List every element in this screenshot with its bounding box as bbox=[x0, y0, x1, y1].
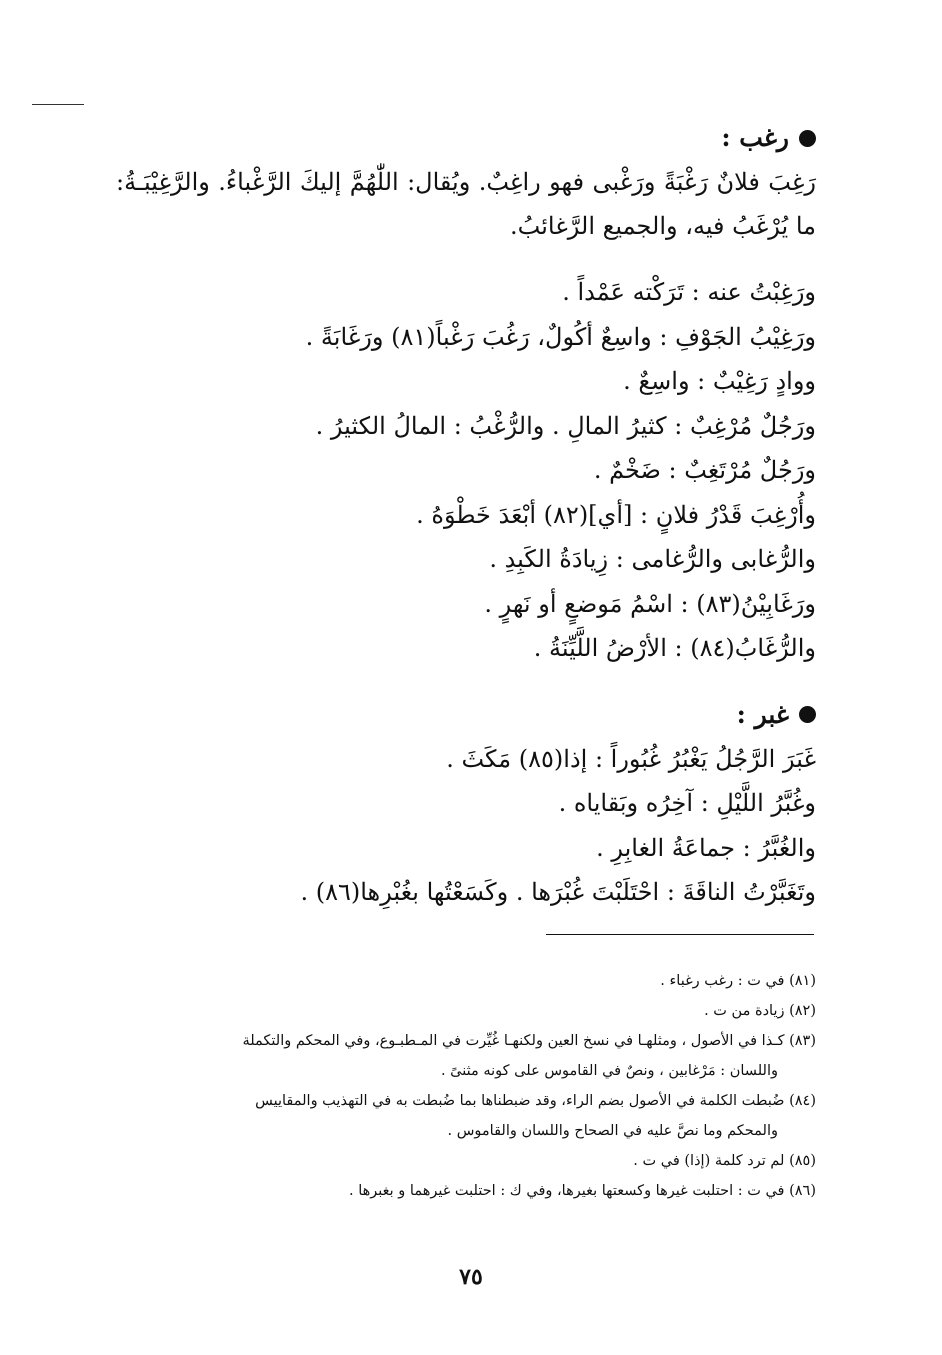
entry-ragib bbox=[116, 116, 816, 671]
footnote: (٨٣) كـذا في الأصول ، ومثلهـا في نسخ العين ولكنهـا غُيِّرت في المـطبـوع، وفي المحكم والتكملة bbox=[242, 1033, 816, 1049]
entry-line: ورَغِبْتُ عنه : تَرَكْته عَمْداً . bbox=[562, 278, 816, 306]
footnote-divider bbox=[546, 934, 814, 935]
footnote: (٨١) في ت : رغب رغباء . bbox=[660, 973, 816, 989]
bullet-icon bbox=[799, 706, 816, 723]
footnote: (٨٥) لم ترد كلمة (إذا) في ت . bbox=[633, 1153, 816, 1169]
entry-headword bbox=[116, 116, 816, 160]
entry-line: وتَغَبَّرْتُ الناقَةَ : احْتَلَبْتَ غُبْرَها . وكَسَعْتُها بغُبْرِها(٨٦) . bbox=[300, 878, 816, 906]
entry-line: ووادٍ رَغِيْبٌ : واسِعٌ . bbox=[623, 367, 816, 395]
entry-line: وأُرْغِبَ قَدْرُ فلانٍ : [أي](٨٢) أبْعَدَ خَطْوَهُ . bbox=[416, 500, 816, 529]
footnotes bbox=[96, 966, 816, 1206]
entry-line: ورَغَابِيْنُ(٨٣) : اسْمُ مَوضعٍ أو نَهرٍ . bbox=[484, 589, 816, 618]
entry-line: ورَغِيْبُ الجَوْفِ : واسِعٌ أكُولٌ، رَغُبَ رَغْباً(٨١) ورَغَابَةً . bbox=[305, 322, 816, 351]
footnote-continuation: والمحكم وما نصَّ عليه في الصحاح واللسان والقاموس . bbox=[447, 1123, 778, 1139]
entry-line: والغُبَّرُ : جماعَةُ الغابِرِ . bbox=[596, 833, 816, 862]
entry-line: والرُّغَابُ(٨٤) : الأرْضُ اللَّيِّنَةُ . bbox=[533, 634, 816, 662]
entry-paragraph: رَغِبَ فلانٌ رَغْبَةً ورَغْبى فهو راغِبٌ. ويُقال: اللّٰهُمَّ إليكَ الرَّغْباءُ. والرَّغِيْبَـةُ: ما يُرْغَبُ فيه، والجميع الرَّغائبُ. bbox=[116, 168, 816, 240]
headword-text: رغب : bbox=[721, 123, 789, 152]
headword-text: غبر : bbox=[736, 699, 789, 729]
footnote: (٨٦) في ت : احتلبت غيرها وكسعتها بغيرها، وفي ك : احتلبت غيرهما و بغبرها . bbox=[349, 1183, 816, 1199]
entry-line: ورَجُلٌ مُرْغِبٌ : كثيرُ المالِ . والرُّغْبُ : المالُ الكثيرُ . bbox=[315, 411, 816, 440]
footnote: (٨٢) زيادة من ت . bbox=[704, 1003, 816, 1019]
footnote: (٨٤) ضُبطت الكلمة في الأصول بضم الراء، وقد ضبطناها بما ضُبطت به في التهذيب والمقاييس bbox=[255, 1093, 816, 1109]
footnote-continuation: واللسان : مَرْغابين ، ونصٌ في القاموس على كونه مثنىً . bbox=[440, 1063, 778, 1079]
bullet-icon bbox=[799, 130, 816, 147]
entry-line: والرُّغابى والرُّغامى : زِيادَةُ الكَبِدِ . bbox=[489, 545, 816, 573]
entry-headword bbox=[116, 693, 816, 737]
entry-line: غَبَرَ الرَّجُلُ يَغْبُرُ غُبُوراً : إذا(٨٥) مَكَثَ . bbox=[446, 744, 816, 773]
entry-line: وغُبَّرُ اللَّيْلِ : آخِرُه وبَقاياه . bbox=[558, 789, 816, 817]
entry-ghabar bbox=[116, 693, 816, 915]
main-text bbox=[116, 116, 816, 915]
page-number: ٧٥ bbox=[459, 1264, 483, 1290]
entry-line: ورَجُلٌ مُرْتَغِبٌ : ضَخْمٌ . bbox=[593, 456, 816, 484]
top-margin-mark bbox=[32, 104, 84, 105]
